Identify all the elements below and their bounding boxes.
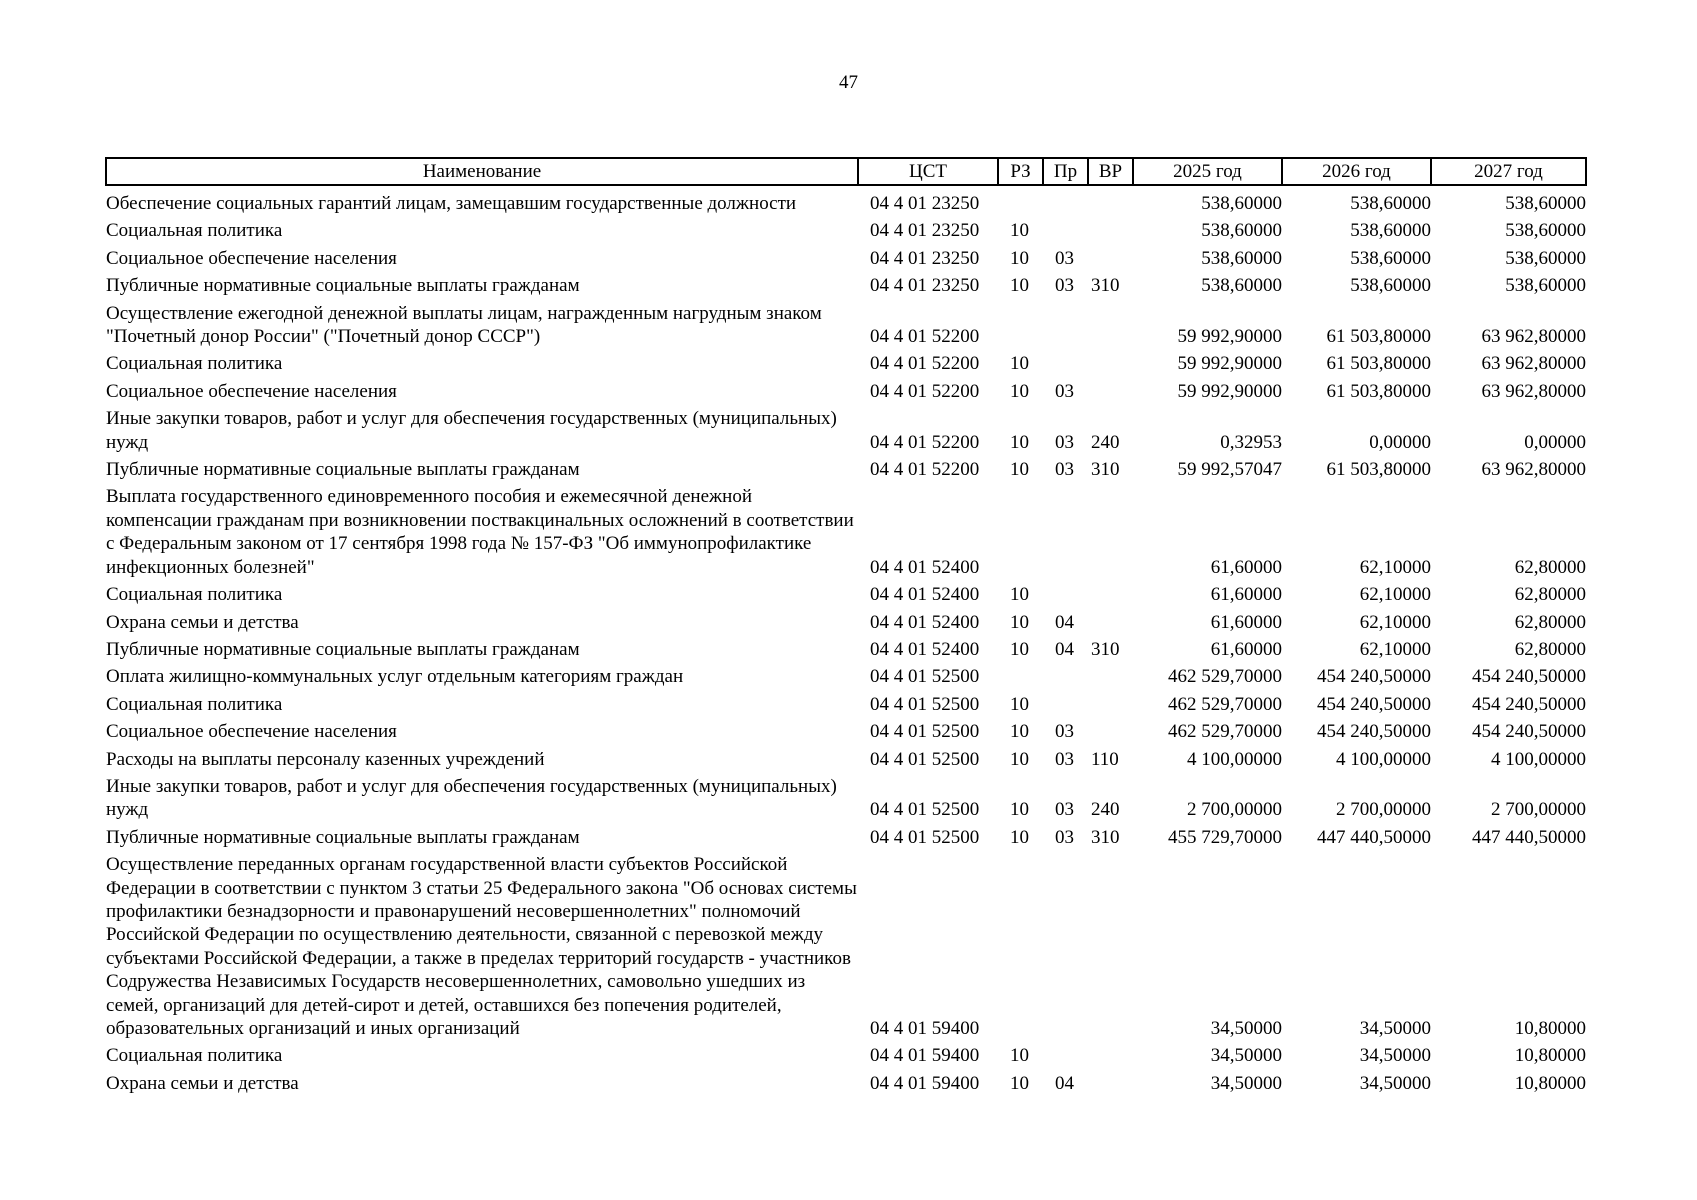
row-code-cell: 04 4 01 52500 <box>870 721 980 743</box>
row-vr-cell: 310 <box>1091 638 1120 660</box>
row-vr-cell <box>1088 661 1133 688</box>
row-vr-cell <box>1088 243 1133 270</box>
table-row <box>106 243 1586 270</box>
row-pr-cell: 03 <box>1055 380 1074 402</box>
row-2026-cell: 538,60000 <box>1350 220 1431 242</box>
row-code-cell: 04 4 01 52500 <box>870 693 980 715</box>
row-pr-cell: 04 <box>1055 1072 1074 1094</box>
row-name-cell: Расходы на выплаты персоналу казенных учреждений <box>106 748 545 770</box>
row-name-cell: Социальная политика <box>106 220 283 242</box>
row-code-cell: 04 4 01 52500 <box>870 748 980 770</box>
row-2026-cell: 62,10000 <box>1359 556 1431 578</box>
row-rz-cell: 10 <box>1010 1072 1029 1094</box>
row-2025-cell: 61,60000 <box>1210 638 1282 660</box>
row-rz-cell <box>998 661 1043 688</box>
row-2025-cell: 61,60000 <box>1210 611 1282 633</box>
row-2027-cell: 447 440,50000 <box>1472 826 1586 848</box>
row-rz-cell: 10 <box>1010 721 1029 743</box>
row-name-cell: Социальная политика <box>106 1045 283 1067</box>
table-row <box>106 661 1586 688</box>
row-name-cell: Публичные нормативные социальные выплаты гражданам <box>106 459 580 481</box>
row-2025-cell: 462 529,70000 <box>1168 693 1282 715</box>
row-2027-cell: 62,80000 <box>1514 584 1586 606</box>
row-rz-cell: 10 <box>1010 459 1029 481</box>
row-2026-cell: 0,00000 <box>1369 431 1431 453</box>
table-row <box>106 403 1586 454</box>
row-2027-cell: 454 240,50000 <box>1472 693 1586 715</box>
row-vr-cell <box>1088 215 1133 242</box>
row-name-cell: Охрана семьи и детства <box>106 1072 299 1094</box>
row-2025-cell: 61,60000 <box>1210 584 1282 606</box>
row-2026-cell: 61 503,80000 <box>1326 353 1431 375</box>
row-pr-cell: 04 <box>1055 638 1074 660</box>
row-pr-cell <box>1043 481 1088 579</box>
row-vr-cell <box>1088 689 1133 716</box>
row-pr-cell: 03 <box>1055 748 1074 770</box>
row-2027-cell: 62,80000 <box>1514 638 1586 660</box>
row-code-cell: 04 4 01 52200 <box>870 353 980 375</box>
table-row <box>106 185 1586 215</box>
row-2025-cell: 538,60000 <box>1201 247 1282 269</box>
row-2025-cell: 2 700,00000 <box>1187 799 1282 821</box>
table-row <box>106 689 1586 716</box>
table-row <box>106 579 1586 606</box>
row-name-cell: Выплата государственного единовременного пособия и ежемесячной денежной компенсации гражданам при возникновении поствакцинальных осложнений в соответствии с Федеральным законом от 17 сентября 1998 года № 157-ФЗ "Об иммунопрофилактике инфекционных болезней" <box>106 486 854 578</box>
row-code-cell: 04 4 01 52500 <box>870 666 980 688</box>
row-pr-cell: 03 <box>1055 721 1074 743</box>
row-vr-cell <box>1088 298 1133 349</box>
row-name-cell: Социальное обеспечение населения <box>106 380 397 402</box>
row-code-cell: 04 4 01 59400 <box>870 1045 980 1067</box>
row-2027-cell: 62,80000 <box>1514 611 1586 633</box>
row-name-cell: Осуществление ежегодной денежной выплаты лицам, награжденным нагрудным знаком "Почетный донор России" ("Почетный донор СССР") <box>106 302 822 348</box>
row-2027-cell: 4 100,00000 <box>1491 748 1586 770</box>
row-2027-cell: 10,80000 <box>1514 1072 1586 1094</box>
row-rz-cell: 10 <box>1010 353 1029 375</box>
row-vr-cell <box>1088 607 1133 634</box>
row-2026-cell: 2 700,00000 <box>1336 799 1431 821</box>
row-name-cell: Публичные нормативные социальные выплаты гражданам <box>106 275 580 297</box>
row-name-cell: Публичные нормативные социальные выплаты гражданам <box>106 638 580 660</box>
row-2027-cell: 10,80000 <box>1514 1018 1586 1039</box>
row-2027-cell: 63 962,80000 <box>1481 459 1586 481</box>
row-2026-cell: 447 440,50000 <box>1317 826 1431 848</box>
table-row <box>106 744 1586 771</box>
row-2026-cell: 62,10000 <box>1359 584 1431 606</box>
row-rz-cell: 10 <box>1010 431 1029 453</box>
row-2026-cell: 34,50000 <box>1359 1018 1431 1039</box>
row-2027-cell: 538,60000 <box>1505 220 1586 242</box>
row-pr-cell <box>1043 1040 1088 1067</box>
row-vr-cell <box>1088 376 1133 403</box>
table-row <box>106 634 1586 661</box>
row-2025-cell: 34,50000 <box>1210 1072 1282 1094</box>
row-2026-cell: 538,60000 <box>1350 193 1431 214</box>
row-2025-cell: 59 992,90000 <box>1177 326 1282 348</box>
table-row <box>106 376 1586 403</box>
table-row <box>106 1068 1586 1095</box>
row-vr-cell <box>1088 716 1133 743</box>
table-row <box>106 454 1586 481</box>
row-vr-cell: 310 <box>1091 459 1120 481</box>
row-2026-cell: 4 100,00000 <box>1336 748 1431 770</box>
row-code-cell: 04 4 01 52400 <box>870 611 980 633</box>
row-2026-cell: 61 503,80000 <box>1326 326 1431 348</box>
row-2026-cell: 454 240,50000 <box>1317 693 1431 715</box>
table-row <box>106 849 1586 1040</box>
row-2026-cell: 62,10000 <box>1359 611 1431 633</box>
row-rz-cell: 10 <box>1010 826 1029 848</box>
table-row <box>106 771 1586 822</box>
header-rz: РЗ <box>998 158 1043 185</box>
row-2025-cell: 462 529,70000 <box>1168 721 1282 743</box>
row-pr-cell <box>1043 348 1088 375</box>
row-name-cell: Иные закупки товаров, работ и услуг для обеспечения государственных (муниципальных) нужд <box>106 775 837 821</box>
row-2027-cell: 454 240,50000 <box>1472 721 1586 743</box>
row-2025-cell: 59 992,90000 <box>1177 380 1282 402</box>
table-row <box>106 607 1586 634</box>
row-rz-cell: 10 <box>1010 799 1029 821</box>
row-vr-cell <box>1088 481 1133 579</box>
row-2026-cell: 538,60000 <box>1350 275 1431 297</box>
row-vr-cell: 310 <box>1091 826 1120 848</box>
header-vr: ВР <box>1088 158 1133 185</box>
row-name-cell: Обеспечение социальных гарантий лицам, замещавшим государственные должности <box>106 193 797 214</box>
row-code-cell: 04 4 01 52400 <box>870 584 980 606</box>
row-code-cell: 04 4 01 23250 <box>870 193 980 214</box>
row-2027-cell: 2 700,00000 <box>1491 799 1586 821</box>
table-row <box>106 348 1586 375</box>
row-rz-cell <box>998 481 1043 579</box>
row-rz-cell: 10 <box>1010 584 1029 606</box>
row-rz-cell: 10 <box>1010 247 1029 269</box>
row-vr-cell: 240 <box>1091 431 1120 453</box>
row-name-cell: Социальная политика <box>106 353 283 375</box>
row-pr-cell <box>1043 579 1088 606</box>
row-2025-cell: 0,32953 <box>1220 431 1282 453</box>
row-2026-cell: 538,60000 <box>1350 247 1431 269</box>
row-name-cell: Социальное обеспечение населения <box>106 247 397 269</box>
row-2025-cell: 462 529,70000 <box>1168 666 1282 688</box>
row-2027-cell: 10,80000 <box>1514 1045 1586 1067</box>
row-name-cell: Охрана семьи и детства <box>106 611 299 633</box>
row-rz-cell <box>998 849 1043 1040</box>
row-pr-cell <box>1043 849 1088 1040</box>
row-name-cell: Социальная политика <box>106 584 283 606</box>
row-code-cell: 04 4 01 23250 <box>870 275 980 297</box>
row-rz-cell: 10 <box>1010 693 1029 715</box>
table-header-row <box>106 158 1586 185</box>
budget-table <box>105 157 1587 1095</box>
row-pr-cell <box>1043 661 1088 688</box>
row-2026-cell: 454 240,50000 <box>1317 721 1431 743</box>
row-2027-cell: 538,60000 <box>1505 193 1586 214</box>
row-vr-cell <box>1088 1040 1133 1067</box>
row-name-cell: Публичные нормативные социальные выплаты гражданам <box>106 826 580 848</box>
row-code-cell: 04 4 01 23250 <box>870 220 980 242</box>
row-pr-cell <box>1043 298 1088 349</box>
row-2027-cell: 62,80000 <box>1514 556 1586 578</box>
row-name-cell: Социальное обеспечение населения <box>106 721 397 743</box>
row-2027-cell: 538,60000 <box>1505 247 1586 269</box>
row-code-cell: 04 4 01 52400 <box>870 556 980 578</box>
row-2027-cell: 63 962,80000 <box>1481 353 1586 375</box>
row-code-cell: 04 4 01 23250 <box>870 247 980 269</box>
header-code: ЦСТ <box>858 158 998 185</box>
table-row <box>106 270 1586 297</box>
row-2025-cell: 34,50000 <box>1210 1018 1282 1039</box>
row-2027-cell: 454 240,50000 <box>1472 666 1586 688</box>
row-code-cell: 04 4 01 52200 <box>870 326 980 348</box>
row-pr-cell: 03 <box>1055 247 1074 269</box>
row-name-cell: Социальная политика <box>106 693 283 715</box>
row-code-cell: 04 4 01 59400 <box>870 1018 980 1039</box>
row-vr-cell: 240 <box>1091 799 1120 821</box>
row-vr-cell <box>1088 185 1133 215</box>
row-pr-cell <box>1043 689 1088 716</box>
row-2025-cell: 59 992,90000 <box>1177 353 1282 375</box>
row-vr-cell <box>1088 579 1133 606</box>
row-name-cell: Оплата жилищно-коммунальных услуг отдельным категориям граждан <box>106 666 684 688</box>
row-vr-cell: 310 <box>1091 275 1120 297</box>
row-vr-cell <box>1088 348 1133 375</box>
row-2025-cell: 34,50000 <box>1210 1045 1282 1067</box>
row-code-cell: 04 4 01 52200 <box>870 380 980 402</box>
table-body <box>106 185 1586 1095</box>
row-rz-cell: 10 <box>1010 638 1029 660</box>
row-name-cell: Осуществление переданных органам государственной власти субъектов Российской Федерации в соответствии с пунктом 3 статьи 25 Федерального закона "Об основах системы профилактики безнадзорности и правонарушений несовершеннолетних" полномочий Российской Федерации по осуществлению деятельности, связанной с перевозкой между субъектами Российской Федерации, а также в пределах территорий государств - участников Содружества Независимых Государств несовершеннолетних, самовольно ушедших из семей, организаций для детей-сирот и детей, оставшихся без попечения родителей, образовательных организаций и иных организаций <box>106 854 857 1039</box>
row-2025-cell: 455 729,70000 <box>1168 826 1282 848</box>
row-code-cell: 04 4 01 52400 <box>870 638 980 660</box>
table-row <box>106 1040 1586 1067</box>
row-code-cell: 04 4 01 59400 <box>870 1072 980 1094</box>
row-2025-cell: 4 100,00000 <box>1187 748 1282 770</box>
row-name-cell: Иные закупки товаров, работ и услуг для обеспечения государственных (муниципальных) нужд <box>106 408 837 453</box>
row-pr-cell: 03 <box>1055 826 1074 848</box>
header-pr: Пр <box>1043 158 1088 185</box>
row-pr-cell: 03 <box>1055 275 1074 297</box>
row-2025-cell: 538,60000 <box>1201 220 1282 242</box>
row-vr-cell <box>1088 849 1133 1040</box>
row-code-cell: 04 4 01 52500 <box>870 826 980 848</box>
table-row <box>106 298 1586 349</box>
row-2027-cell: 63 962,80000 <box>1481 380 1586 402</box>
row-code-cell: 04 4 01 52200 <box>870 431 980 453</box>
table-row <box>106 215 1586 242</box>
row-vr-cell: 110 <box>1091 748 1119 770</box>
row-pr-cell: 03 <box>1055 431 1074 453</box>
header-2025: 2025 год <box>1133 158 1282 185</box>
row-2026-cell: 34,50000 <box>1359 1072 1431 1094</box>
row-2025-cell: 538,60000 <box>1201 275 1282 297</box>
row-rz-cell <box>998 298 1043 349</box>
header-name: Наименование <box>106 158 858 185</box>
row-2027-cell: 538,60000 <box>1505 275 1586 297</box>
row-vr-cell <box>1088 1068 1133 1095</box>
row-pr-cell: 03 <box>1055 799 1074 821</box>
header-2027: 2027 год <box>1431 158 1586 185</box>
row-pr-cell <box>1043 215 1088 242</box>
row-2027-cell: 63 962,80000 <box>1481 326 1586 348</box>
row-rz-cell: 10 <box>1010 275 1029 297</box>
row-2026-cell: 454 240,50000 <box>1317 666 1431 688</box>
row-2027-cell: 0,00000 <box>1524 431 1586 453</box>
row-2025-cell: 61,60000 <box>1210 556 1282 578</box>
row-rz-cell: 10 <box>1010 1045 1029 1067</box>
row-2025-cell: 538,60000 <box>1201 193 1282 214</box>
row-rz-cell: 10 <box>1010 220 1029 242</box>
table-row <box>106 716 1586 743</box>
row-code-cell: 04 4 01 52500 <box>870 799 980 821</box>
header-2026: 2026 год <box>1282 158 1431 185</box>
table-row <box>106 822 1586 849</box>
row-2025-cell: 59 992,57047 <box>1177 459 1282 481</box>
row-rz-cell: 10 <box>1010 611 1029 633</box>
row-rz-cell: 10 <box>1010 380 1029 402</box>
row-2026-cell: 61 503,80000 <box>1326 459 1431 481</box>
row-2026-cell: 34,50000 <box>1359 1045 1431 1067</box>
row-2026-cell: 61 503,80000 <box>1326 380 1431 402</box>
row-rz-cell: 10 <box>1010 748 1029 770</box>
page-number: 47 <box>839 72 858 93</box>
row-pr-cell: 03 <box>1055 459 1074 481</box>
table-row <box>106 481 1586 579</box>
row-code-cell: 04 4 01 52200 <box>870 459 980 481</box>
row-2026-cell: 62,10000 <box>1359 638 1431 660</box>
row-pr-cell <box>1043 185 1088 215</box>
row-rz-cell <box>998 185 1043 215</box>
row-pr-cell: 04 <box>1055 611 1074 633</box>
